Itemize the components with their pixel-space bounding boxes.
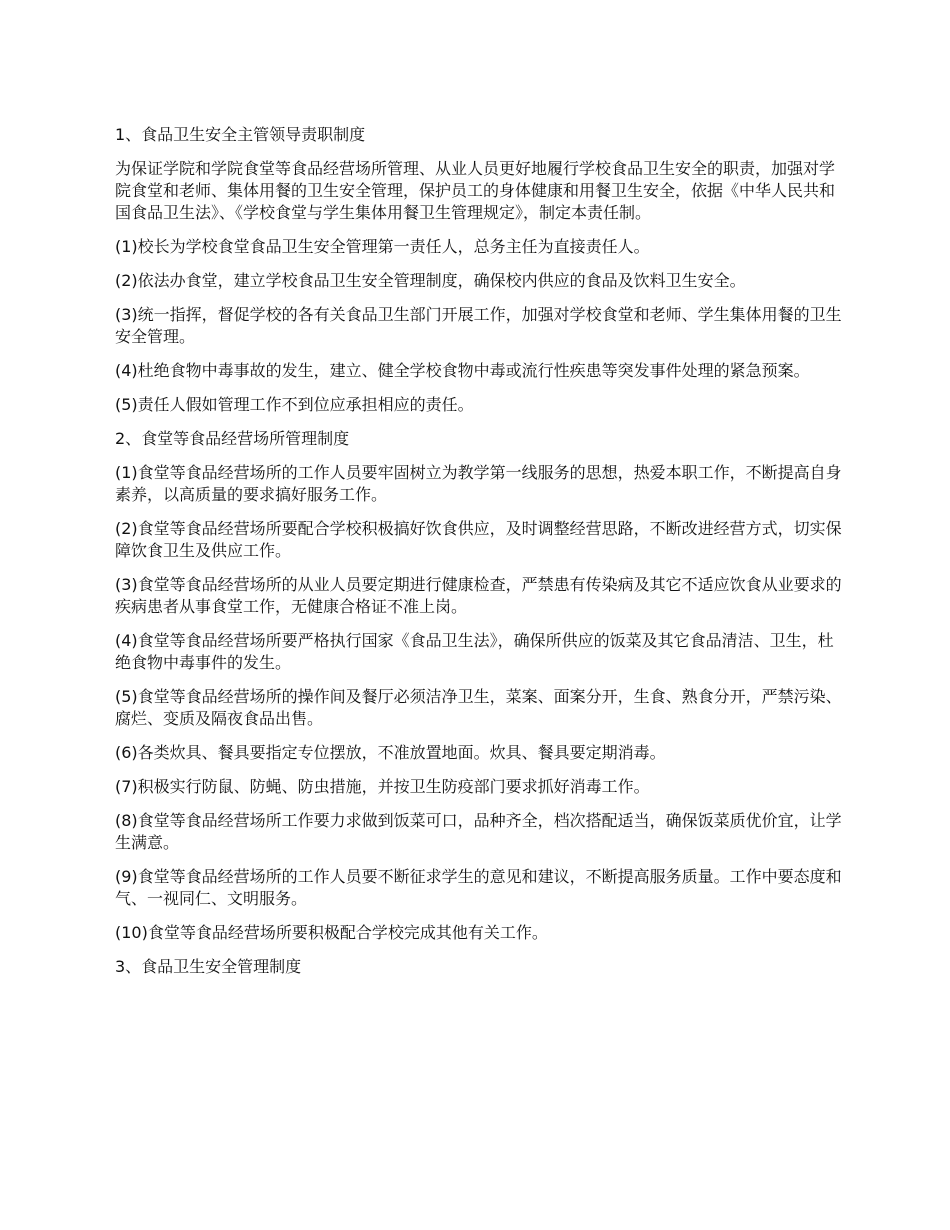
- section-2-item-10: (10)食堂等食品经营场所要积极配合学校完成其他有关工作。: [115, 923, 548, 942]
- section-2-item-8: (8)食堂等食品经营场所工作要力求做到饭菜可口，品种齐全，档次搭配适当，确保饭菜质优价宜，让学生满意。: [115, 811, 842, 852]
- section-1-item-4: (4)杜绝食物中毒事故的发生，建立、健全学校食物中毒或流行性疾患等突发事件处理的紧急预案。: [115, 361, 810, 380]
- section-1-item-3: (3)统一指挥，督促学校的各有关食品卫生部门开展工作，加强对学校食堂和老师、学生集体用餐的卫生安全管理。: [115, 305, 842, 346]
- section-2-item-4: (4)食堂等食品经营场所要严格执行国家《食品卫生法》，确保所供应的饭菜及其它食品清洁、卫生，杜绝食物中毒事件的发生。: [115, 631, 834, 672]
- section-2-item-1: (1)食堂等食品经营场所的工作人员要牢固树立为教学第一线服务的思想，热爱本职工作，不断提高自身素养，以高质量的要求搞好服务工作。: [115, 463, 842, 504]
- section-2-item-9: (9)食堂等食品经营场所的工作人员要不断征求学生的意见和建议，不断提高服务质量。工作中要态度和气、一视同仁、文明服务。: [115, 867, 842, 908]
- heading-section-2: 2、食堂等食品经营场所管理制度: [115, 429, 350, 448]
- section-1-item-5: (5)责任人假如管理工作不到位应承担相应的责任。: [115, 395, 474, 414]
- heading-section-1: 1、食品卫生安全主管领导责职制度: [115, 125, 366, 144]
- section-2-item-3: (3)食堂等食品经营场所的从业人员要定期进行健康检查，严禁患有传染病及其它不适应饮食从业要求的疾病患者从事食堂工作，无健康合格证不准上岗。: [115, 575, 842, 616]
- section-1-item-1: (1)校长为学校食堂食品卫生安全管理第一责任人，总务主任为直接责任人。: [115, 237, 650, 256]
- document-page: [115, 124, 845, 990]
- section-1-item-2: (2)依法办食堂，建立学校食品卫生安全管理制度，确保校内供应的食品及饮料卫生安全。: [115, 271, 746, 290]
- section-2-item-7: (7)积极实行防鼠、防蝇、防虫措施，并按卫生防疫部门要求抓好消毒工作。: [115, 777, 650, 796]
- intro-paragraph: 为保证学院和学院食堂等食品经营场所管理、从业人员更好地履行学校食品卫生安全的职责，加强对学院食堂和老师、集体用餐的卫生安全管理，保护员工的身体健康和用餐卫生安全，依据《中华人民共和国食品卫生法》、《学校食堂与学生集体用餐卫生管理规定》，制定本责任制。: [115, 159, 836, 222]
- heading-section-3: 3、食品卫生安全管理制度: [115, 957, 302, 976]
- section-2-item-2: (2)食堂等食品经营场所要配合学校积极搞好饮食供应，及时调整经营思路，不断改进经营方式，切实保障饮食卫生及供应工作。: [115, 519, 842, 560]
- section-2-item-6: (6)各类炊具、餐具要指定专位摆放，不准放置地面。炊具、餐具要定期消毒。: [115, 743, 666, 762]
- section-2-item-5: (5)食堂等食品经营场所的操作间及餐厅必须洁净卫生，菜案、面案分开，生食、熟食分开，严禁污染、腐烂、变质及隔夜食品出售。: [115, 687, 842, 728]
